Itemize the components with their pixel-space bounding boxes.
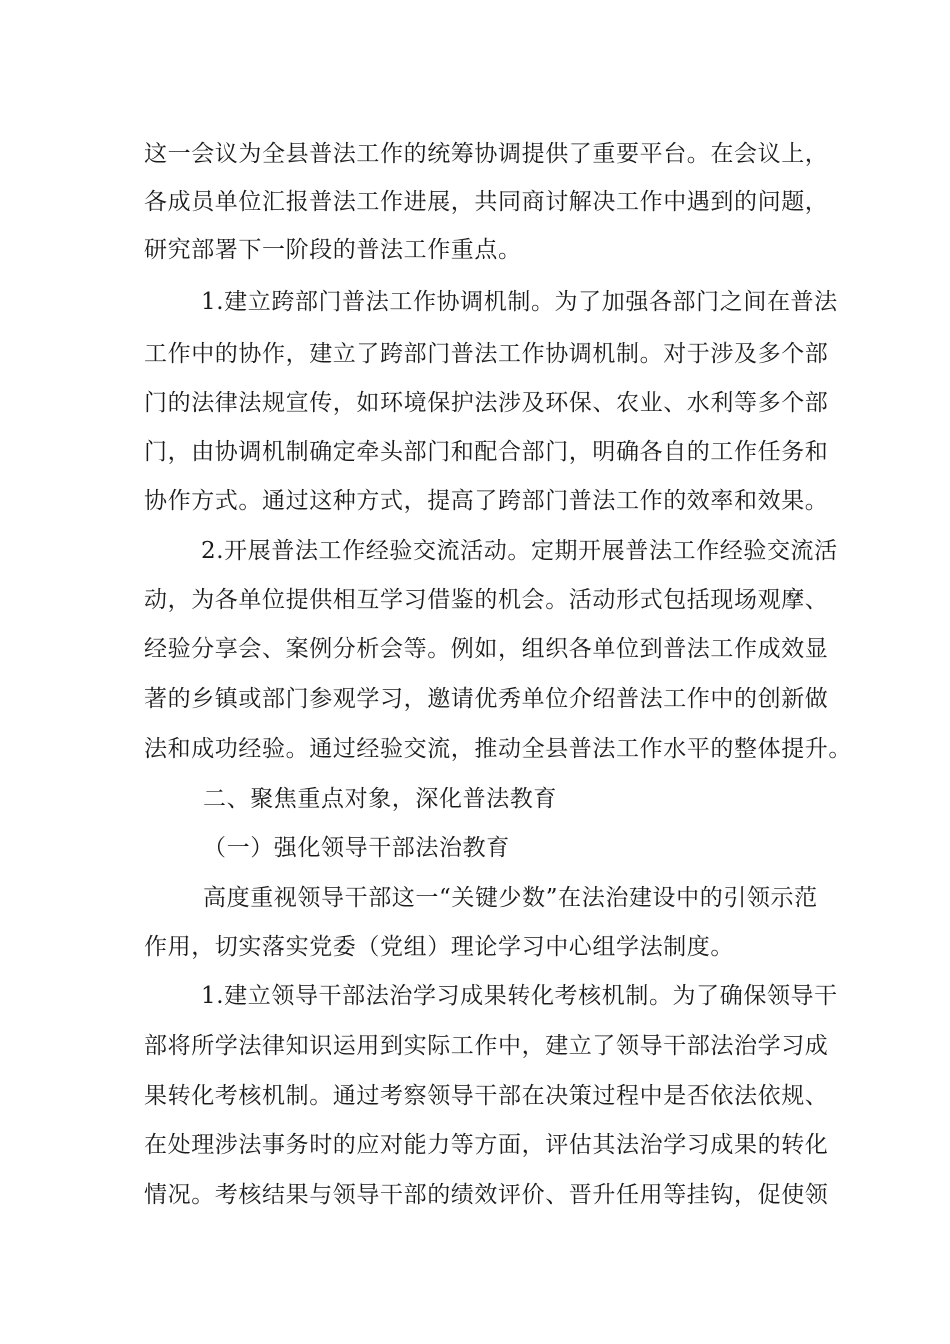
paragraph-line: 1.建立跨部门普法工作协调机制。为了加强各部门之间在普法 [201, 289, 838, 315]
paragraph-line: 经验分享会、案例分析会等。例如，组织各单位到普法工作成效显 [144, 636, 829, 662]
paragraph-line: 动，为各单位提供相互学习借鉴的机会。活动形式包括现场观摩、 [144, 587, 829, 613]
paragraph-line: 在处理涉法事务时的应对能力等方面，评估其法治学习成果的转化 [144, 1132, 829, 1158]
paragraph-line: 这一会议为全县普法工作的统筹协调提供了重要平台。在会议上， [144, 141, 829, 167]
paragraph-line: 门的法律法规宣传，如环境保护法涉及环保、农业、水利等多个部 [144, 390, 829, 416]
paragraph-line: 2.开展普法工作经验交流活动。定期开展普法工作经验交流活 [201, 538, 838, 564]
paragraph-line: 研究部署下一阶段的普法工作重点。 [144, 237, 522, 263]
paragraph-line: 门，由协调机制确定牵头部门和配合部门，明确各自的工作任务和 [144, 439, 829, 465]
paragraph-line: 果转化考核机制。通过考察领导干部在决策过程中是否依法依规、 [144, 1083, 829, 1109]
paragraph-line: 法和成功经验。通过经验交流，推动全县普法工作水平的整体提升。 [144, 736, 852, 762]
paragraph-line: 协作方式。通过这种方式，提高了跨部门普法工作的效率和效果。 [144, 488, 829, 514]
paragraph-line: 高度重视领导干部这一“关键少数”在法治建设中的引领示范 [203, 885, 818, 911]
paragraph-line: 各成员单位汇报普法工作进展，共同商讨解决工作中遇到的问题， [144, 189, 829, 215]
paragraph-line: 著的乡镇或部门参观学习，邀请优秀单位介绍普法工作中的创新做 [144, 686, 829, 712]
section-heading: 二、聚焦重点对象，深化普法教育 [203, 786, 557, 812]
paragraph-line: 工作中的协作，建立了跨部门普法工作协调机制。对于涉及多个部 [144, 341, 829, 367]
paragraph-line: 情况。考核结果与领导干部的绩效评价、晋升任用等挂钩，促使领 [144, 1182, 829, 1208]
paragraph-line: 1.建立领导干部法治学习成果转化考核机制。为了确保领导干 [201, 983, 838, 1009]
paragraph-line: 作用，切实落实党委（党组）理论学习中心组学法制度。 [144, 934, 734, 960]
paragraph-line: 部将所学法律知识运用到实际工作中，建立了领导干部法治学习成 [144, 1033, 829, 1059]
subsection-heading: （一）强化领导干部法治教育 [203, 835, 510, 861]
